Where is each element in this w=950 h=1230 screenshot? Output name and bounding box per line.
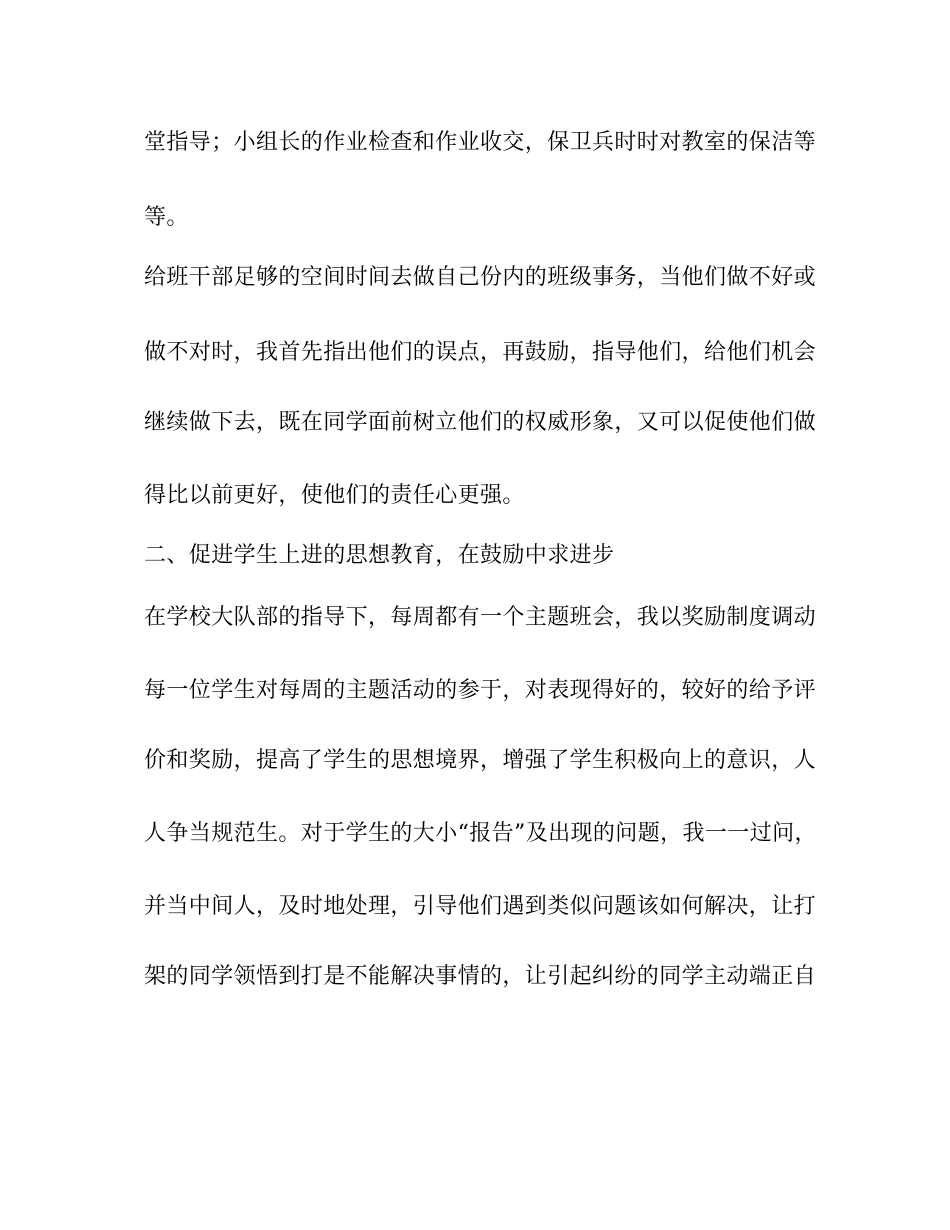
paragraph-line: 每一位学生对每周的主题活动的参于，对表现得好的，较好的给予评 (144, 678, 817, 703)
paragraph-line: 继续做下去，既在同学面前树立他们的权威形象，又可以促使他们做 (144, 410, 817, 435)
paragraph-line: 并当中间人，及时地处理，引导他们遇到类似问题该如何解决，让打 (144, 894, 817, 919)
paragraph-line: 价和奖励，提高了学生的思想境界，增强了学生积极向上的意识，人 (144, 748, 817, 773)
paragraph-line: 等。 (144, 205, 189, 230)
paragraph-line: 得比以前更好，使他们的责任心更强。 (144, 483, 525, 508)
paragraph-line: 做不对时，我首先指出他们的误点，再鼓励，指导他们，给他们机会 (144, 340, 817, 365)
paragraph-line: 在学校大队部的指导下，每周都有一个主题班会，我以奖励制度调动 (144, 605, 817, 630)
paragraph-line: 堂指导；小组长的作业检查和作业收交，保卫兵时时对教室的保洁等 (144, 130, 817, 155)
section-heading: 二、促进学生上进的思想教育，在鼓励中求进步 (144, 543, 615, 568)
paragraph-line: 人争当规范生。对于学生的大小“报告”及出现的问题，我一一过问， (144, 821, 817, 846)
paragraph-line: 给班干部足够的空间时间去做自己份内的班级事务，当他们做不好或 (144, 265, 817, 290)
paragraph-line: 架的同学领悟到打是不能解决事情的，让引起纠纷的同学主动端正自 (144, 964, 817, 989)
